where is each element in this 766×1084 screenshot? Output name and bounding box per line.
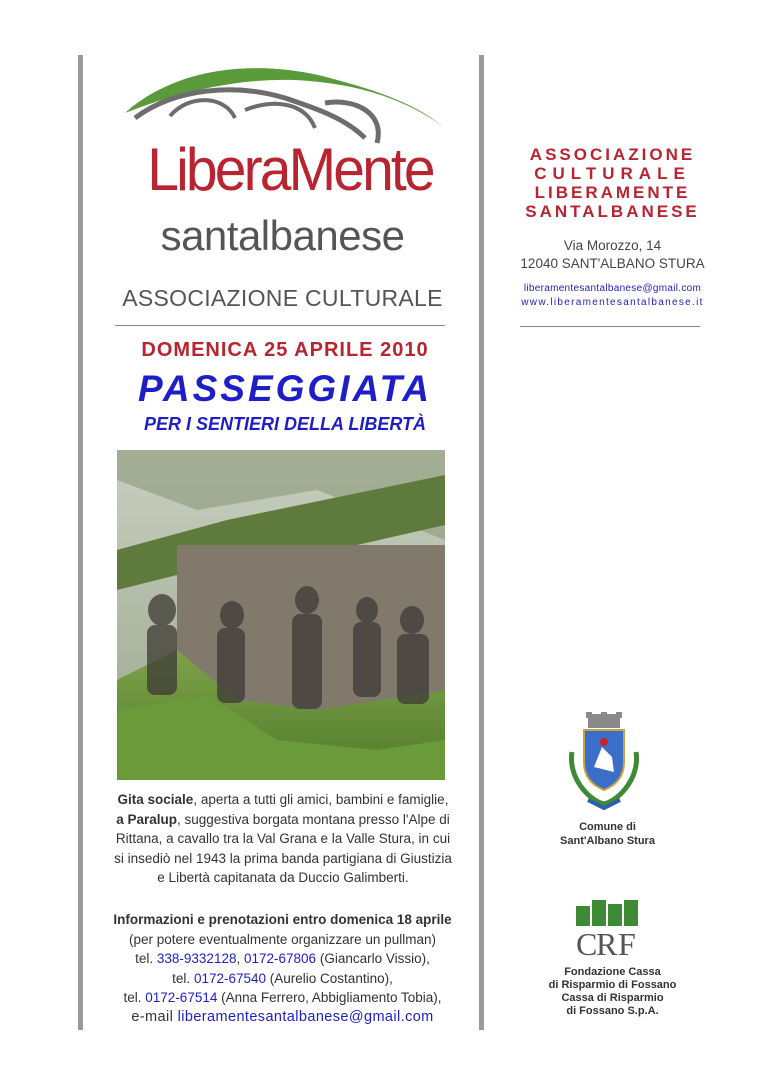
info-heading: Informazioni e prenotazioni entro domenica 18 aprile: [113, 912, 452, 927]
org-line: LIBERAMENTE: [534, 183, 691, 202]
partisans-photo: [117, 450, 445, 780]
svg-text:C: C: [576, 926, 598, 960]
info-line-4: [110, 1008, 455, 1028]
crf-logo-icon: [570, 900, 642, 960]
org-line: ASSOCIAZIONE: [529, 145, 696, 164]
contact-name-2: (Aurelio Costantino),: [269, 970, 393, 986]
org-contacts: [505, 282, 720, 310]
org-line: CULTURALE: [534, 164, 691, 183]
org-address: [505, 237, 720, 273]
sponsor-line: Fondazione Cassa: [564, 966, 661, 978]
sponsor-fondazione: [540, 966, 685, 1018]
logo-subtitle: santalbanese: [160, 212, 405, 259]
logo-tagline: ASSOCIAZIONE CULTURALE: [122, 285, 443, 311]
tel-label: tel.: [123, 990, 142, 1005]
sponsor-line: Comune di: [579, 821, 636, 833]
desc-text-1: , aperta a tutti gli amici, bambini e famiglie,: [193, 792, 449, 807]
event-date: DOMENICA 25 APRILE 2010: [141, 339, 429, 361]
org-email-link[interactable]: liberamentesantalbanese@gmail.com: [523, 283, 702, 294]
sponsor-line: di Fossano S.p.A.: [566, 1005, 659, 1017]
svg-text:F: F: [618, 926, 636, 960]
org-name: [505, 145, 720, 221]
info-line-3: [110, 988, 455, 1008]
contact-name-1: (Giancarlo Vissio),: [319, 951, 430, 966]
sponsor-line: Cassa di Risparmio: [561, 992, 664, 1004]
contact-info: [110, 910, 455, 1027]
description: [112, 790, 454, 888]
event-title: PASSEGGIATA: [137, 368, 433, 409]
tel-label: tel.: [135, 951, 154, 966]
phone-link-4[interactable]: 0172-67514: [145, 990, 218, 1005]
desc-text-2: , suggestiva borgata montana presso l'Alpe di Rittana, a cavallo tra la Val Grana e la Valle Stura, in cui si insediò nel 1943 la prima banda partigiana di Giustizia e Libertà capitanata da Duccio Galimberti.: [114, 811, 452, 885]
info-note: (per potere eventualmente organizzare un pullman): [129, 931, 436, 947]
separator: [115, 325, 445, 326]
phone-link-1[interactable]: 338-9332128: [156, 951, 237, 966]
tel-label: tel.: [172, 970, 191, 986]
right-divider: [479, 55, 484, 1030]
separator-comma: ,: [236, 951, 241, 966]
svg-text:R: R: [596, 926, 618, 960]
desc-bold-2: a Paralup: [116, 811, 178, 827]
sponsor-line: di Risparmio di Fossano: [548, 979, 677, 991]
sponsor-comune: [540, 820, 675, 848]
contact-name-3: (Anna Ferrero, Abbigliamento Tobia),: [221, 990, 442, 1005]
left-divider: [78, 55, 83, 1030]
phone-link-2[interactable]: 0172-67806: [244, 951, 317, 966]
desc-bold-1: Gita sociale: [117, 792, 194, 807]
info-line-2: [110, 969, 455, 989]
phone-link-3[interactable]: 0172-67540: [193, 970, 267, 986]
info-line-1: [110, 949, 455, 969]
logo-title: LiberaMente: [147, 136, 433, 203]
municipal-crest-icon: [568, 712, 640, 812]
separator: [520, 326, 700, 327]
email-link[interactable]: liberamentesantalbanese@gmail.com: [177, 1008, 434, 1025]
org-line: SANTALBANESE: [525, 202, 700, 221]
org-website-link[interactable]: www.liberamentesantalbanese.it: [521, 297, 704, 308]
address-line: Via Morozzo, 14: [563, 238, 662, 253]
event-subtitle: PER I SENTIERI DELLA LIBERTÀ: [143, 414, 427, 434]
address-line: 12040 SANT'ALBANO STURA: [520, 256, 705, 271]
mountain-logo-icon: [115, 58, 455, 148]
email-label: e-mail: [131, 1008, 174, 1025]
sponsor-line: Sant'Albano Stura: [560, 835, 655, 847]
